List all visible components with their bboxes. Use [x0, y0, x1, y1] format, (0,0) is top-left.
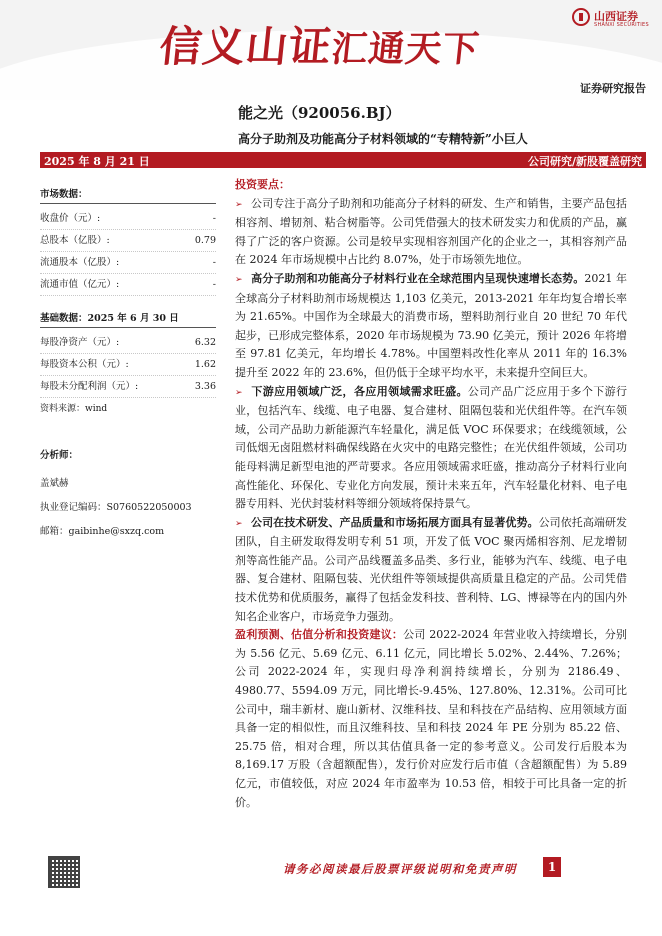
date-bar [40, 152, 646, 168]
report-type: 证券研究报告 [580, 82, 646, 95]
basic-data-row [40, 376, 216, 398]
paragraph [235, 514, 627, 627]
row-value: 1.62 [194, 359, 216, 370]
analyst-block [40, 444, 216, 544]
logo-text-cn: 山西证券 [594, 10, 638, 23]
main-body [235, 176, 627, 812]
report-date: 2025 年 8 月 21 日 [44, 155, 150, 168]
market-data-title: 市场数据： [40, 186, 216, 204]
slogan [157, 14, 483, 74]
row-value: - [212, 279, 216, 290]
report-category: 公司研究/新股覆盖研究 [527, 155, 642, 168]
paragraph-lead: 下游应用领域广泛，各应用领域需求旺盛。 [251, 384, 468, 398]
row-value: 6.32 [194, 337, 216, 348]
basic-data-title: 基础数据：2025 年 6 月 30 日 [40, 310, 216, 328]
analyst-license: 执业登记编码：S0760522050003 [40, 502, 192, 513]
paragraph-text: 公司 2022-2024 年营业收入持续增长，分别为 5.56 亿元、5.69 亿元、6.11 亿元，同比增长 5.02%、2.44%、7.26%；公司 2022-2024 年，实现归母净利润持续增长，分别为 2186.49、4980.77、5594.09 万元，同比增长-9.45%、127.80%、12.31%。公司可比公司中，瑞丰新材、鹿山新材、汉维科技、呈和科技在产品结构、应用领域方面具备一定的相似性，而且汉维科技、呈和科技 2024 年 PE 分别为 85.22 倍、25.75 倍，相对合理，所以其估值具备一定的参考意义。公司发行后股本为 8,169.17 万股（含超额配售），发行价对应发行后市值（含超额配售）为 5.89 亿元，市值较低，对应 2024 年市盈率为 10.53 倍，相较于可比具备一定的折价。 [235, 628, 628, 809]
market-data-row [40, 274, 216, 296]
row-label: 每股净资产（元）: [40, 337, 120, 348]
row-label: 总股本（亿股）: [40, 235, 110, 246]
page-number: 1 [543, 857, 561, 877]
qr-code-icon [48, 856, 80, 888]
basic-data-row [40, 354, 216, 376]
paragraph [235, 195, 627, 270]
header-banner [0, 0, 662, 100]
analyst-email[interactable]: 邮箱：gaibinhe@sxzq.com [40, 526, 165, 537]
row-value: - [212, 257, 216, 268]
report-subtitle: 高分子助剂及功能高分子材料领域的“专精特新”小巨人 [238, 132, 528, 146]
analyst-name: 盖斌赫 [40, 478, 69, 489]
row-value: 0.79 [194, 235, 216, 246]
market-data-row [40, 230, 216, 252]
paragraph-text: 2021 年全球高分子材料助剂市场规模达 1,103 亿美元，2013-2021 年年均复合增长率为 21.65%。中国作为全球最大的消费市场，塑料助剂行业自 20 世纪 70 年代起步，已形成完整体系，2020 年市场规模为 73.90 亿美元，预计 2026 年将增至 97.81 亿美元，年均增长 4.78%。中国塑料改性化率从 2011 年的 16.3%提升至 2022 年的 23.6%，但仍低于全球平均水平，未来提升空间巨大。 [235, 271, 627, 379]
row-label: 收盘价（元）: [40, 213, 101, 224]
arrow-bullet-icon: ➢ [235, 518, 243, 529]
slogan-part1: 信义山证 [157, 22, 335, 71]
row-label: 流通股本（亿股）: [40, 257, 120, 268]
paragraph-lead: 盈利预测、估值分析和投资建议： [235, 628, 404, 642]
paragraph-text: 公司产品广泛应用于多个下游行业，包括汽车、线缆、电子电器、复合建材、阻隔包装和光伏组件等。在汽车领域，公司产品助力新能源汽车轻量化，满足低 VOC 环保要求；在线缆领域，公司低烟无卤阻燃材料确保线路在火灾中的电路完整性；在光伏组件领域，公司功能母料满足新型电池的严苛要求。各应用领域需求旺盛，推动高分子材料行业向高性能化、环保化、专业化方向发展，预计未来五年，汽车轻量化材料、电子电器专用料、光伏封装材料等细分领域将保持景气。 [235, 384, 628, 511]
arrow-bullet-icon: ➢ [235, 387, 243, 398]
paragraph-text: 公司依托高端研发团队，自主研发取得发明专利 51 项，开发了低 VOC 聚丙烯相容剂、尼龙增韧剂等高性能产品。公司产品线覆盖多品类、多行业，能够为汽车、线缆、电子电器、复合建材、阻隔包装、光伏组件等领域提供高质量且稳定的产品。公司凭借技术优势和优质服务，赢得了包括金发科技、普利特、LG、博禄等在内的国内外知名企业客户，市场竞争力强劲。 [235, 515, 628, 623]
paragraph-lead: 高分子助剂和功能高分子材料行业在全球范围内呈现快速增长态势。 [251, 271, 585, 285]
paragraph [235, 626, 627, 812]
paragraph [235, 270, 627, 383]
market-data-row [40, 208, 216, 230]
data-source: 资料来源：wind [40, 404, 108, 414]
paragraph-lead: 公司在技术研发、产品质量和市场拓展方面具有显著优势。 [251, 515, 539, 529]
row-value: - [212, 213, 216, 224]
arrow-bullet-icon: ➢ [235, 274, 243, 285]
logo-icon [572, 8, 590, 26]
paragraph-text: 公司专注于高分子助剂和功能高分子材料的研发、生产和销售，主要产品包括相容剂、增韧剂、粘合树脂等。公司凭借强大的技术研发实力和优质的产品，赢得了广泛的客户资源。公司是较早实现相容剂国产化的企业之一，其相容剂产品在 2024 年市场规模中占比约 8.07%，处于市场领先地位。 [235, 196, 627, 267]
analyst-title: 分析师： [40, 450, 79, 461]
paragraph [235, 383, 627, 514]
row-label: 每股未分配利润（元）: [40, 381, 139, 392]
row-label: 流通市值（亿元）: [40, 279, 120, 290]
logo-text-en: SHANXI SECURITIES [594, 22, 649, 28]
section-heading: 投资要点： [235, 178, 290, 191]
company-title: 能之光（920056.BJ） [238, 104, 401, 122]
row-label: 每股资本公积（元）: [40, 359, 129, 370]
slogan-part2: 汇通天下 [329, 28, 482, 70]
market-data-row [40, 252, 216, 274]
company-logo [572, 6, 656, 34]
basic-data-row [40, 332, 216, 354]
disclaimer[interactable]: 请务必阅读最后股票评级说明和免责声明 [283, 862, 517, 876]
arrow-bullet-icon: ➢ [235, 199, 243, 210]
row-value: 3.36 [194, 381, 216, 392]
sidebar [40, 186, 216, 544]
